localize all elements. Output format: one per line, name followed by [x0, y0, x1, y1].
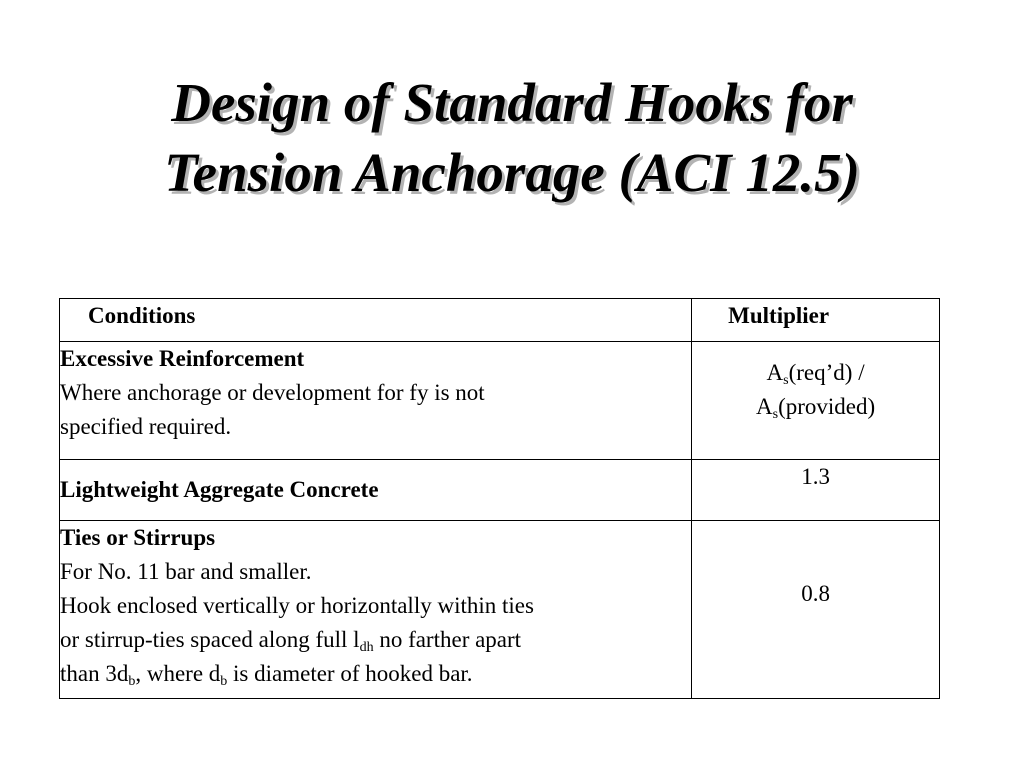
multiplier-cell	[692, 342, 940, 460]
condition-subscript: b	[128, 674, 136, 689]
multiplier-text: (req’d) /	[788, 360, 865, 385]
condition-cell	[60, 460, 692, 521]
table-row	[60, 521, 940, 699]
condition-text: For No. 11 bar and smaller.	[60, 559, 312, 584]
title-line-2: Tension Anchorage (ACI 12.5)	[164, 142, 860, 203]
condition-heading: Ties or Stirrups	[60, 525, 216, 550]
multiplier-line	[692, 356, 939, 390]
condition-text-part: , where d	[135, 661, 221, 686]
condition-subscript: b	[220, 674, 228, 689]
multiplier-symbol: A	[756, 394, 773, 419]
table-row	[60, 342, 940, 460]
condition-cell	[60, 521, 692, 699]
condition-text: Hook enclosed vertically or horizontally within ties	[60, 593, 534, 618]
condition-text: specified required.	[60, 414, 232, 439]
multiplier-text: (provided)	[778, 394, 876, 419]
condition-text: Where anchorage or development for fy is not	[60, 380, 485, 405]
condition-cell	[60, 342, 692, 460]
multiplier-subscript: s	[772, 407, 779, 422]
multiplier-cell: 1.3	[692, 460, 940, 521]
multiplier-subscript: s	[783, 373, 789, 388]
condition-heading: Excessive Reinforcement	[60, 346, 305, 371]
condition-text-part: than 3d	[60, 661, 129, 686]
condition-text	[60, 623, 691, 657]
multiplier-cell: 0.8	[692, 521, 940, 699]
table-row	[60, 460, 940, 521]
condition-text-part: is diameter of hooked bar.	[227, 661, 473, 686]
table-header-row	[60, 299, 940, 342]
condition-text-part: or stirrup-ties spaced along full l	[60, 627, 360, 652]
condition-subscript: dh	[359, 640, 374, 655]
header-multiplier: Multiplier	[692, 299, 940, 342]
condition-text-part: no farther apart	[373, 627, 522, 652]
conditions-table	[59, 298, 940, 699]
page-title	[0, 68, 1024, 208]
header-conditions: Conditions	[60, 299, 692, 342]
multiplier-line	[692, 390, 939, 424]
title-line-1: Design of Standard Hooks for	[171, 72, 853, 133]
condition-heading: Lightweight Aggregate Concrete	[60, 477, 379, 502]
multiplier-symbol: A	[766, 360, 784, 385]
condition-text	[60, 657, 691, 691]
